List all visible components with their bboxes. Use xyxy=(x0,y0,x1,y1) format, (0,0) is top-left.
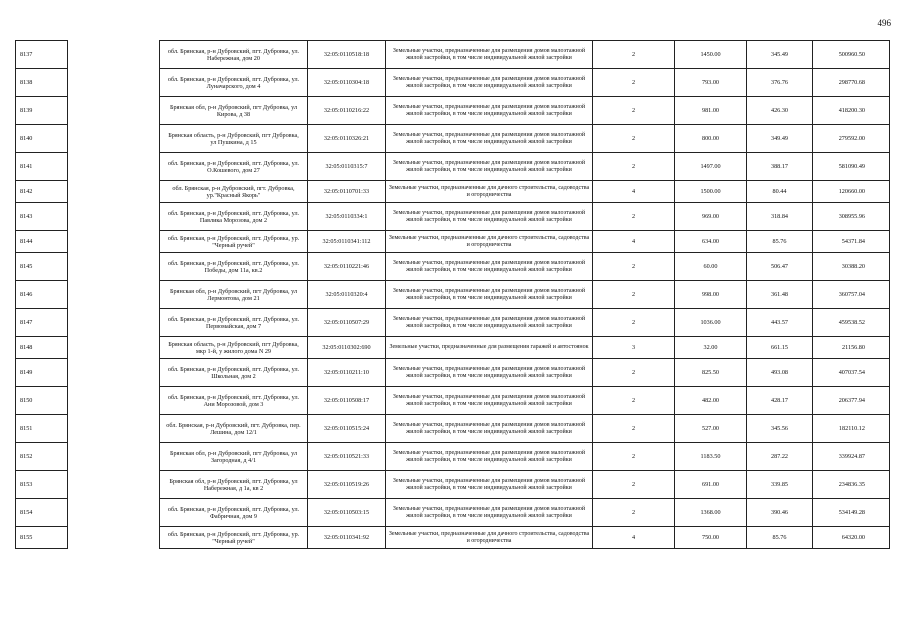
group-cell: 2 xyxy=(593,69,675,97)
group-cell: 2 xyxy=(593,125,675,153)
land-use-cell: Земельные участки, предназначенные для размещения домов малоэтажной жилой застройки, в том числе индивидуальной жилой застройки xyxy=(386,203,593,231)
row-number: 8152 xyxy=(16,443,68,471)
address-cell: обл. Брянская, р-н Дубровский, пгт. Дубровка, ул. Ани Морозовой, дом 3 xyxy=(160,387,308,415)
address-cell: обл. Брянская, р-н Дубровский, пгт. Дубровка, ул. Фабричная, дом 9 xyxy=(160,499,308,527)
cadastral-value-cell: 339924.87 xyxy=(813,443,890,471)
cadastral-number-cell: 32:05:0110320:4 xyxy=(308,281,386,309)
group-cell: 2 xyxy=(593,443,675,471)
land-use-cell: Земельные участки, предназначенные для размещения домов малоэтажной жилой застройки, в том числе индивидуальной жилой застройки xyxy=(386,309,593,337)
cadastral-number-cell: 32:05:0110521:33 xyxy=(308,443,386,471)
area-cell: 691.00 xyxy=(675,471,747,499)
land-use-cell: Земельные участки, предназначенные для дачного строительства, садоводства и огородничества xyxy=(386,231,593,253)
land-use-cell: Земельные участки, предназначенные для размещения домов малоэтажной жилой застройки, в том числе индивидуальной жилой застройки xyxy=(386,281,593,309)
group-cell: 2 xyxy=(593,387,675,415)
land-use-cell: Земельные участки, предназначенные для размещения домов малоэтажной жилой застройки, в том числе индивидуальной жилой застройки xyxy=(386,97,593,125)
row-number: 8145 xyxy=(16,253,68,281)
rate-cell: 361.48 xyxy=(747,281,813,309)
table-row xyxy=(16,415,890,443)
rate-cell: 376.76 xyxy=(747,69,813,97)
area-cell: 1368.00 xyxy=(675,499,747,527)
group-cell: 2 xyxy=(593,471,675,499)
group-cell: 2 xyxy=(593,309,675,337)
row-number: 8138 xyxy=(16,69,68,97)
land-use-cell: Земельные участки, предназначенные для размещения домов малоэтажной жилой застройки, в том числе индивидуальной жилой застройки xyxy=(386,359,593,387)
area-cell: 981.00 xyxy=(675,97,747,125)
cadastral-number-cell: 32:05:0110508:17 xyxy=(308,387,386,415)
area-cell: 825.50 xyxy=(675,359,747,387)
blank-cell xyxy=(68,387,160,415)
group-cell: 4 xyxy=(593,527,675,549)
address-cell: Брянская обл, р-н Дубровский, пгт Дубровка, ул Кирова, д 38 xyxy=(160,97,308,125)
address-cell: обл. Брянская, р-н Дубровский, пгт. Дубровка, ул. Набережная, дом 20 xyxy=(160,41,308,69)
group-cell: 2 xyxy=(593,97,675,125)
cadastral-value-cell: 418200.30 xyxy=(813,97,890,125)
table-row xyxy=(16,231,890,253)
cadastral-number-cell: 32:05:0110341:92 xyxy=(308,527,386,549)
group-cell: 3 xyxy=(593,337,675,359)
row-number: 8140 xyxy=(16,125,68,153)
cadastral-value-cell: 500960.50 xyxy=(813,41,890,69)
rate-cell: 349.49 xyxy=(747,125,813,153)
area-cell: 1500.00 xyxy=(675,181,747,203)
area-cell: 750.00 xyxy=(675,527,747,549)
address-cell: Брянская область, р-н Дубровский, пгт Дубровка, ул Пушкина, д 15 xyxy=(160,125,308,153)
rate-cell: 661.15 xyxy=(747,337,813,359)
rate-cell: 345.56 xyxy=(747,415,813,443)
blank-cell xyxy=(68,415,160,443)
group-cell: 2 xyxy=(593,499,675,527)
table-row xyxy=(16,69,890,97)
blank-cell xyxy=(68,203,160,231)
land-use-cell: Земельные участки, предназначенные для размещения домов малоэтажной жилой застройки, в том числе индивидуальной жилой застройки xyxy=(386,471,593,499)
rate-cell: 345.49 xyxy=(747,41,813,69)
table-row xyxy=(16,281,890,309)
address-cell: обл. Брянская, р-н Дубровский, пгт. Дубровка, ур."Красный Якорь" xyxy=(160,181,308,203)
cadastral-number-cell: 32:05:0110507:29 xyxy=(308,309,386,337)
area-cell: 969.00 xyxy=(675,203,747,231)
table-row xyxy=(16,153,890,181)
address-cell: обл. Брянская, р-н Дубровский, пгт. Дубровка, ул. Первомайская, дом 7 xyxy=(160,309,308,337)
row-number: 8148 xyxy=(16,337,68,359)
area-cell: 1450.00 xyxy=(675,41,747,69)
land-use-cell: Земельные участки, предназначенные для дачного строительства, садоводства и огородничества xyxy=(386,181,593,203)
row-number: 8154 xyxy=(16,499,68,527)
row-number: 8146 xyxy=(16,281,68,309)
row-number: 8147 xyxy=(16,309,68,337)
rate-cell: 426.30 xyxy=(747,97,813,125)
row-number: 8142 xyxy=(16,181,68,203)
cadastral-number-cell: 32:05:0110304:18 xyxy=(308,69,386,97)
cadastral-number-cell: 32:05:0110341:112 xyxy=(308,231,386,253)
page-number: 496 xyxy=(877,18,891,28)
blank-cell xyxy=(68,153,160,181)
cadastral-number-cell: 32:05:0110211:10 xyxy=(308,359,386,387)
land-use-cell: Земельные участки, предназначенные для размещения домов малоэтажной жилой застройки, в том числе индивидуальной жилой застройки xyxy=(386,443,593,471)
table-row xyxy=(16,41,890,69)
cadastral-number-cell: 32:05:0110515:24 xyxy=(308,415,386,443)
table-row xyxy=(16,125,890,153)
table-row xyxy=(16,97,890,125)
cadastral-value-cell: 64320.00 xyxy=(813,527,890,549)
land-use-cell: Земельные участки, предназначенные для размещения гаражей и автостоянок xyxy=(386,337,593,359)
land-use-cell: Земельные участки, предназначенные для размещения домов малоэтажной жилой застройки, в том числе индивидуальной жилой застройки xyxy=(386,253,593,281)
blank-cell xyxy=(68,125,160,153)
row-number: 8141 xyxy=(16,153,68,181)
cadastral-number-cell: 32:05:0110216:22 xyxy=(308,97,386,125)
rate-cell: 85.76 xyxy=(747,231,813,253)
rate-cell: 443.57 xyxy=(747,309,813,337)
cadastral-number-cell: 32:05:0110302:690 xyxy=(308,337,386,359)
cadastral-value-cell: 120660.00 xyxy=(813,181,890,203)
group-cell: 2 xyxy=(593,415,675,443)
address-cell: обл. Брянская, р-н Дубровский, пгт. Дубровка, ул. Победы, дом 11а, кв.2 xyxy=(160,253,308,281)
land-use-cell: Земельные участки, предназначенные для размещения домов малоэтажной жилой застройки, в том числе индивидуальной жилой застройки xyxy=(386,153,593,181)
table-row xyxy=(16,527,890,549)
cadastral-value-cell: 54371.84 xyxy=(813,231,890,253)
cadastral-value-cell: 360757.04 xyxy=(813,281,890,309)
table-row xyxy=(16,443,890,471)
cadastral-number-cell: 32:05:0110315:7 xyxy=(308,153,386,181)
blank-cell xyxy=(68,253,160,281)
blank-cell xyxy=(68,443,160,471)
group-cell: 2 xyxy=(593,153,675,181)
row-number: 8150 xyxy=(16,387,68,415)
blank-cell xyxy=(68,359,160,387)
land-use-cell: Земельные участки, предназначенные для размещения домов малоэтажной жилой застройки, в том числе индивидуальной жилой застройки xyxy=(386,69,593,97)
group-cell: 2 xyxy=(593,203,675,231)
blank-cell xyxy=(68,231,160,253)
row-number: 8155 xyxy=(16,527,68,549)
row-number: 8144 xyxy=(16,231,68,253)
address-cell: Брянская обл, р-н Дубровский, пгт Дубровка, ул Загородная, д 4/1 xyxy=(160,443,308,471)
row-number: 8149 xyxy=(16,359,68,387)
land-use-cell: Земельные участки, предназначенные для размещения домов малоэтажной жилой застройки, в том числе индивидуальной жилой застройки xyxy=(386,499,593,527)
rate-cell: 85.76 xyxy=(747,527,813,549)
rate-cell: 80.44 xyxy=(747,181,813,203)
address-cell: Брянская обл, р-н Дубровский, пгт. Дубровка, ул Набережная, д 1а, кв 2 xyxy=(160,471,308,499)
cadastral-value-cell: 534149.28 xyxy=(813,499,890,527)
cadastral-number-cell: 32:05:0110326:21 xyxy=(308,125,386,153)
area-cell: 998.00 xyxy=(675,281,747,309)
cadastral-value-table xyxy=(15,40,890,549)
land-use-cell: Земельные участки, предназначенные для дачного строительства, садоводства и огородничества xyxy=(386,527,593,549)
cadastral-value-cell: 279592.00 xyxy=(813,125,890,153)
row-number: 8143 xyxy=(16,203,68,231)
address-cell: Брянская область, р-н Дубровский, пгт Дубровка, мкр 1-й, у жилого дома N 29 xyxy=(160,337,308,359)
rate-cell: 493.08 xyxy=(747,359,813,387)
table-row xyxy=(16,471,890,499)
rate-cell: 339.85 xyxy=(747,471,813,499)
row-number: 8153 xyxy=(16,471,68,499)
rate-cell: 388.17 xyxy=(747,153,813,181)
table-row xyxy=(16,499,890,527)
group-cell: 2 xyxy=(593,41,675,69)
cadastral-number-cell: 32:05:0110518:18 xyxy=(308,41,386,69)
table-row xyxy=(16,253,890,281)
area-cell: 1497.00 xyxy=(675,153,747,181)
cadastral-number-cell: 32:05:0110701:33 xyxy=(308,181,386,203)
area-cell: 793.00 xyxy=(675,69,747,97)
cadastral-value-cell: 21156.80 xyxy=(813,337,890,359)
group-cell: 4 xyxy=(593,181,675,203)
cadastral-value-cell: 182110.12 xyxy=(813,415,890,443)
group-cell: 2 xyxy=(593,253,675,281)
cadastral-value-cell: 234836.35 xyxy=(813,471,890,499)
area-cell: 634.00 xyxy=(675,231,747,253)
area-cell: 1036.00 xyxy=(675,309,747,337)
cadastral-value-cell: 459538.52 xyxy=(813,309,890,337)
cadastral-number-cell: 32:05:0110334:1 xyxy=(308,203,386,231)
row-number: 8137 xyxy=(16,41,68,69)
cadastral-value-cell: 581090.49 xyxy=(813,153,890,181)
table-row xyxy=(16,337,890,359)
rate-cell: 318.84 xyxy=(747,203,813,231)
land-use-cell: Земельные участки, предназначенные для размещения домов малоэтажной жилой застройки, в том числе индивидуальной жилой застройки xyxy=(386,387,593,415)
blank-cell xyxy=(68,181,160,203)
address-cell: обл. Брянская, р-н Дубровский, пгт. Дубровка, ул. Школьная, дом 2 xyxy=(160,359,308,387)
cadastral-value-cell: 407037.54 xyxy=(813,359,890,387)
group-cell: 2 xyxy=(593,281,675,309)
address-cell: обл. Брянская, р-н Дубровский, пгт. Дубровка, ул. Павлика Морозова, дом 2 xyxy=(160,203,308,231)
address-cell: обл. Брянская, р-н Дубровский, пгт. Дубровка, ул. О.Кошевого, дом 27 xyxy=(160,153,308,181)
table-row xyxy=(16,181,890,203)
area-cell: 1183.50 xyxy=(675,443,747,471)
blank-cell xyxy=(68,69,160,97)
blank-cell xyxy=(68,41,160,69)
table-row xyxy=(16,309,890,337)
row-number: 8151 xyxy=(16,415,68,443)
cadastral-value-cell: 30388.20 xyxy=(813,253,890,281)
blank-cell xyxy=(68,527,160,549)
cadastral-number-cell: 32:05:0110503:15 xyxy=(308,499,386,527)
cadastral-number-cell: 32:05:0110519:26 xyxy=(308,471,386,499)
blank-cell xyxy=(68,499,160,527)
cadastral-value-cell: 298770.68 xyxy=(813,69,890,97)
blank-cell xyxy=(68,309,160,337)
blank-cell xyxy=(68,471,160,499)
area-cell: 800.00 xyxy=(675,125,747,153)
land-use-cell: Земельные участки, предназначенные для размещения домов малоэтажной жилой застройки, в том числе индивидуальной жилой застройки xyxy=(386,125,593,153)
blank-cell xyxy=(68,281,160,309)
address-cell: обл. Брянская, р-н Дубровский, пгт. Дубровка, ур. "Черный ручей" xyxy=(160,231,308,253)
cadastral-number-cell: 32:05:0110221:46 xyxy=(308,253,386,281)
cadastral-value-cell: 206377.94 xyxy=(813,387,890,415)
area-cell: 32.00 xyxy=(675,337,747,359)
address-cell: обл. Брянская, р-н Дубровский, пгт. Дубровка, ул. Луначарского, дом 4 xyxy=(160,69,308,97)
rate-cell: 428.17 xyxy=(747,387,813,415)
address-cell: обл. Брянская, р-н Дубровский, пгт. Дубровка, ур. "Черный ручей" xyxy=(160,527,308,549)
land-use-cell: Земельные участки, предназначенные для размещения домов малоэтажной жилой застройки, в том числе индивидуальной жилой застройки xyxy=(386,415,593,443)
table-row xyxy=(16,359,890,387)
area-cell: 527.00 xyxy=(675,415,747,443)
area-cell: 60.00 xyxy=(675,253,747,281)
group-cell: 2 xyxy=(593,359,675,387)
rate-cell: 287.22 xyxy=(747,443,813,471)
rate-cell: 506.47 xyxy=(747,253,813,281)
row-number: 8139 xyxy=(16,97,68,125)
address-cell: обл. Брянская, р-н Дубровский, пгт. Дубровка, пер. Лешина, дом 12/1 xyxy=(160,415,308,443)
cadastral-value-cell: 308955.96 xyxy=(813,203,890,231)
blank-cell xyxy=(68,97,160,125)
rate-cell: 390.46 xyxy=(747,499,813,527)
group-cell: 4 xyxy=(593,231,675,253)
table-row xyxy=(16,203,890,231)
area-cell: 482.00 xyxy=(675,387,747,415)
table-row xyxy=(16,387,890,415)
blank-cell xyxy=(68,337,160,359)
address-cell: Брянская обл, р-н Дубровский, пгт Дубровка, ул Лермонтова, дом 21 xyxy=(160,281,308,309)
land-use-cell: Земельные участки, предназначенные для размещения домов малоэтажной жилой застройки, в том числе индивидуальной жилой застройки xyxy=(386,41,593,69)
